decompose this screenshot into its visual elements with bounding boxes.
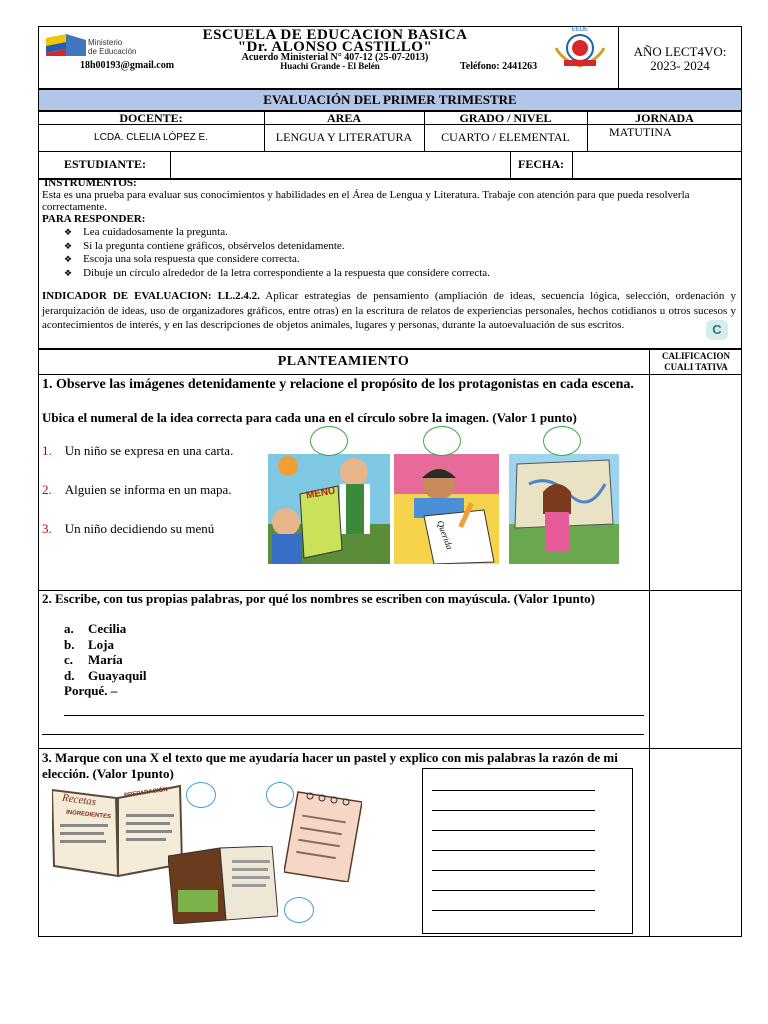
notepad-image <box>284 788 362 882</box>
mark-circle-recipe[interactable] <box>186 782 216 808</box>
recipe-book-title: Recetas <box>61 791 97 809</box>
q1-subtext: Ubica el numeral de la idea correcta para cada una en el círculo sobre la imagen. (Valor 1 punto) <box>42 410 577 425</box>
area-value: LENGUA Y LITERATURA <box>275 130 413 144</box>
q3-answer-line[interactable] <box>432 830 595 831</box>
info-row-divider-2 <box>38 151 742 152</box>
scene-letter-word: Querida <box>435 519 455 551</box>
q3-answer-line[interactable] <box>432 850 595 851</box>
school-phone: Teléfono: 2441263 <box>460 61 538 72</box>
answer-bubble-2[interactable] <box>423 426 461 456</box>
table-header-divider <box>38 374 742 375</box>
fecha-field[interactable] <box>574 153 740 177</box>
bullet-item: ❖ Escoja una sola respuesta que considere correcta. <box>64 253 300 265</box>
q2-items <box>64 621 147 699</box>
q3-answer-line[interactable] <box>432 910 595 911</box>
grade-column-divider <box>649 349 650 937</box>
header-divider <box>618 26 619 89</box>
mark-circle-brochure[interactable] <box>284 897 314 923</box>
answer-bubble-3[interactable] <box>543 426 581 456</box>
respond-heading: PARA RESPONDER: <box>42 213 146 225</box>
c-badge-icon[interactable]: C <box>706 320 728 340</box>
area-label: AREA <box>326 111 361 125</box>
recipe-book-preparation: PREPARACIÓN <box>123 786 169 800</box>
q2-why: Porqué. – <box>64 683 118 698</box>
q2-text: 2. Escribe, con tus propias palabras, por qué los nombres se escriben con mayúscula. (Valor 1punto) <box>42 591 595 606</box>
estudiante-field[interactable] <box>172 153 508 177</box>
instruments-heading: INSTRUMENTOS: <box>44 177 137 189</box>
q3-answer-line[interactable] <box>432 790 595 791</box>
q2-answer-line-1[interactable] <box>64 715 644 716</box>
planteamiento-header: PLANTEAMIENTO <box>277 354 410 369</box>
school-location: Huachi Grande - El Belén <box>280 61 380 71</box>
evaluation-title: EVALUACIÓN DEL PRIMER TRIMESTRE <box>38 89 742 111</box>
estudiante-label: ESTUDIANTE: <box>64 157 147 171</box>
grado-value: CUARTO / ELEMENTAL <box>441 130 570 144</box>
school-name-line2: "Dr. ALONSO CASTILLO" <box>237 39 433 55</box>
q3-answer-line[interactable] <box>432 890 595 891</box>
q3-answer-line[interactable] <box>432 810 595 811</box>
school-seal <box>552 30 608 70</box>
answer-bubble-1[interactable] <box>310 426 348 456</box>
seal-text: EEDE <box>571 27 589 33</box>
fecha-label: FECHA: <box>518 157 564 171</box>
school-year-label: AÑO LECT4VO: <box>633 44 727 59</box>
q2-item: a. Cecilia <box>64 621 127 636</box>
school-email: 18h00193@gmail.com <box>80 60 175 71</box>
ministry-logo-text: Ministerio de Educación <box>88 38 137 56</box>
docente-label: DOCENTE: <box>119 111 183 125</box>
bullet-item: ❖ Dibuje un círculo alrededor de la letra correspondiente a la respuesta que considere correcta. <box>64 266 490 279</box>
school-name-line1: ESCUELA DE EDUCACION BASICA <box>202 27 468 43</box>
student-col-1 <box>170 151 171 179</box>
jornada-value: MATUTINA <box>609 125 672 139</box>
q3-text: 3. Marque con una X el texto que me ayudaría hacer un pastel y explico con mis palabras la razón de mi elección. (Valor 1punto) <box>42 750 618 781</box>
scene-menu-image <box>268 454 390 564</box>
evaluation-indicator: INDICADOR DE EVALUACION: LL.2.4.2. Aplicar estrategias de pensamiento (ampliación de ideas, secuencia lógica, selección, ordenación y jerarquización de ideas, uso de organizadores gráficos, entre otras) en la escritura de relatos de experiencias personales, hechos cotidianos u otros sucesos y acontecimientos de interés, y en las descripciones de objetos animales, lugares y personas, durante la autoevaluación de sus escritos. <box>42 290 736 331</box>
brochure-image <box>168 846 278 924</box>
ministry-logo <box>46 34 86 56</box>
student-col-3 <box>572 151 573 179</box>
scene-menu-word: MENU <box>305 485 337 502</box>
docente-value: LCDA. CLELIA LÓPEZ E. <box>94 132 208 143</box>
mark-circle-notepad[interactable] <box>266 782 294 808</box>
q1-option-2: 2. Alguien se informa en un mapa. <box>42 482 232 497</box>
q2-divider <box>38 748 742 749</box>
school-agreement: Acuerdo Ministerial N° 407-12 (25-07-2013) <box>241 52 429 63</box>
q2-answer-line-2[interactable] <box>42 734 644 735</box>
bullet-item: ❖ Si la pregunta contiene gráficos, obsérvelos detenidamente. <box>64 239 345 252</box>
q2-item: d. Guayaquil <box>64 667 147 683</box>
q2-item: c. María <box>64 652 123 667</box>
q1-option-3: 3. Un niño decidiendo su menú <box>42 521 215 536</box>
q1-text: 1. Observe las imágenes detenidamente y relacione el propósito de los protagonistas en cada escena. <box>42 377 634 392</box>
q2-item: b. Loja <box>64 636 114 652</box>
school-year-value: 2023- 2024 <box>650 58 710 73</box>
bullet-item: ❖ Lea cuidadosamente la pregunta. <box>64 226 228 238</box>
jornada-label: JORNADA <box>635 111 694 125</box>
grado-label: GRADO / NIVEL <box>459 111 552 125</box>
instructions-bullets <box>64 226 490 280</box>
calificacion-header: CALIFICACION CUALI TATIVA <box>661 351 730 372</box>
scene-map-image <box>509 454 619 564</box>
q1-option-1: 1. Un niño se expresa en una carta. <box>42 443 234 458</box>
student-col-2 <box>510 151 511 179</box>
q3-answer-line[interactable] <box>432 870 595 871</box>
instructions-intro: Esta es una prueba para evaluar sus conocimientos y habilidades en el Área de Lengua y Literatura. Trabaje con atención para que pueda resolverla correctamente. <box>42 189 690 213</box>
recipe-book-ingredients: INGREDIENTES <box>65 809 112 821</box>
